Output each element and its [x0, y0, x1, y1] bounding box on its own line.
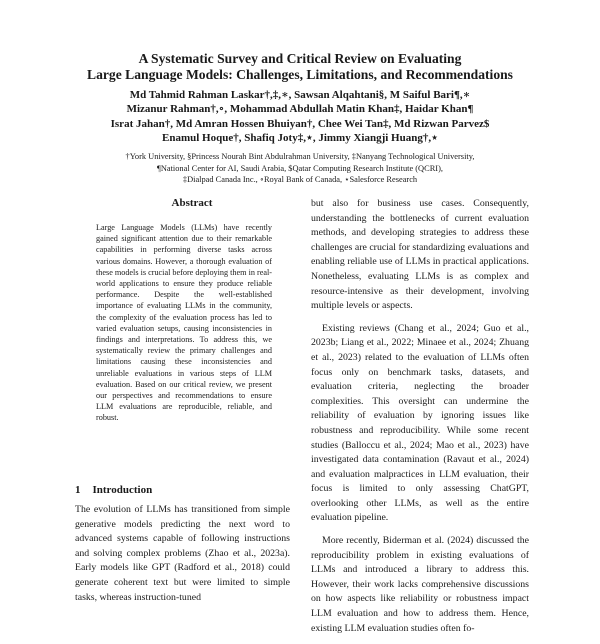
affiliation-line: †York University, §Princess Nourah Bint Abdulrahman University, ‡Nanyang Technological University, [125, 152, 475, 161]
intro-left-column [75, 503, 290, 605]
intro-paragraph: Existing reviews (Chang et al., 2024; Guo et al., 2023b; Liang et al., 2022; Minaee et al., 2024; Zhuang et al., 2023) related to the evaluation of LLMs often focus only on benchmark tasks, datasets, and evaluation criteria, neglecting the broader complexities. This oversight can undermine the reliability of evaluation by ignoring issues like robustness and reproducibility. While some recent studies (Balloccu et al., 2024; Mao et al., 2023) have investigated data contamination (Ravaut et al., 2024) and evaluation malpractices in LLM evaluation, their focus is limited to only assessing ChatGPT, overlooking other LLMs, as well as the entire evaluation pipeline. [311, 322, 529, 524]
author-line: Md Tahmid Rahman Laskar†,‡,∗, Sawsan Alqahtani§, M Saiful Bari¶,∗ [129, 89, 471, 101]
intro-paragraph: but also for business use cases. Consequently, understanding the bottlenecks of current evaluation methods, and developing strategies to address these challenges are crucial for standardizing evaluations and enabling reliable use of LLMs in practical applications. Nonetheless, evaluating LLMs is as complex and resource-intensive as their development, involving multiple levels or aspects. [311, 198, 529, 312]
intro-right-column [311, 197, 529, 644]
author-line: Mizanur Rahman†,∘, Mohammad Abdullah Matin Khan‡, Haidar Khan¶ [126, 103, 474, 116]
section-number: 1 [75, 484, 81, 496]
intro-paragraph: More recently, Biderman et al. (2024) discussed the reproducibility problem in existing evaluations of LLMs and introduced a library to address this. However, their work lacks comprehensive discussions on how aspects like reliability or robustness impact LLM evaluation and how to address them. Hence, existing LLM evaluation studies often fo- [311, 535, 529, 634]
author-line: Enamul Hoque†, Shafiq Joty‡,⋆, Jimmy Xiangji Huang†,⋆ [162, 132, 438, 145]
author-list [0, 88, 600, 146]
paper-title-line-1: A Systematic Survey and Critical Review on Evaluating [138, 51, 462, 66]
paper-title-line-2: Large Language Models: Challenges, Limitations, and Recommendations [87, 67, 513, 82]
section-title: Introduction [92, 484, 153, 496]
affiliation-line: ¶National Center for AI, Saudi Arabia, $Qatar Computing Research Institute (QCRI), [157, 163, 443, 173]
affiliation-line: ‡Dialpad Canada Inc., ∘Royal Bank of Canada, ⋆Salesforce Research [182, 175, 418, 184]
abstract-heading: Abstract [171, 197, 213, 209]
section-heading-introduction [75, 484, 164, 496]
intro-paragraph: The evolution of LLMs has transitioned from simple generative models predicting the next word to advanced systems capable of following instructions and solving complex problems (Zhao et al., 2023a). Early models like GPT (Radford et al., 2018) could generate coherent text but were limited to simple tasks, whereas instruction-tuned [75, 504, 290, 603]
affiliation-list [0, 151, 600, 186]
abstract-text: Large Language Models (LLMs) have recently gained significant attention due to their remarkable capabilities in performing diverse tasks across various domains. However, a thorough evaluation of these models is crucial before deploying them in real-world applications to ensure they produce reliable performance. Despite the well-established importance of evaluating LLMs in the community, the complexity of the evaluation process has led to varied evaluation setups, causing inconsistencies in findings and interpretations. To address this, we systematically review the primary challenges and limitations causing these inconsistencies and unreliable evaluations in various steps of LLM evaluation. Based on our critical review, we present our perspectives and recommendations to ensure LLM evaluations are reproducible, reliable, and robust. [96, 223, 272, 423]
author-line: Israt Jahan†, Md Amran Hossen Bhuiyan†, Chee Wei Tan‡, Md Rizwan Parvez$ [110, 117, 490, 130]
